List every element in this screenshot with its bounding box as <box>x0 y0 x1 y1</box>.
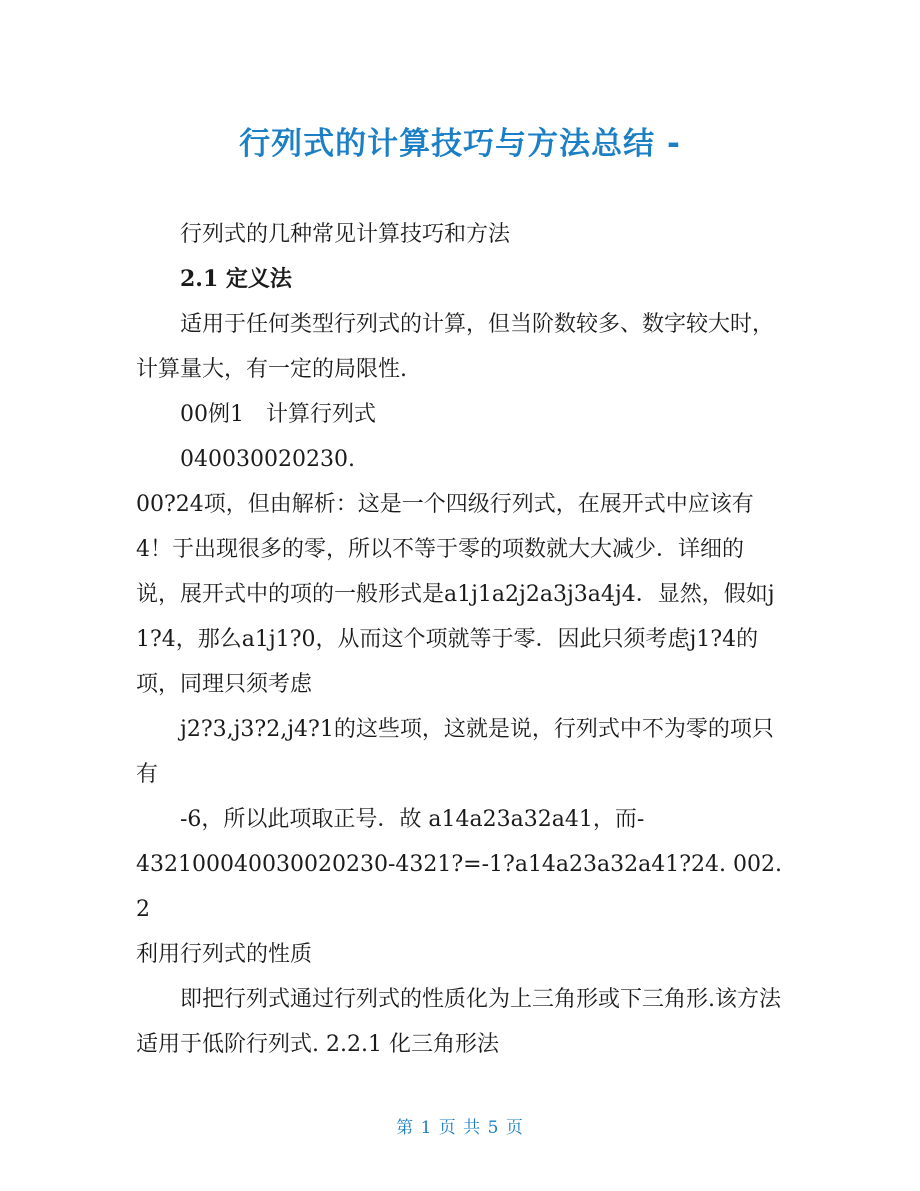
paragraph-triangular: 即把行列式通过行列式的性质化为上三角形或下三角形.该方法适用于低阶行列式. 2.2.1 化三角形法 <box>136 987 781 1057</box>
paragraph-intro: 行列式的几种常见计算技巧和方法 <box>180 222 511 247</box>
section-heading-definition: 2.1 定义法 <box>180 266 292 292</box>
page-title: 行列式的计算技巧与方法总结 - <box>239 126 681 162</box>
paragraph-definition: 适用于任何类型行列式的计算，但当阶数较多、数字较大时，计算量大，有一定的局限性. <box>136 312 775 382</box>
page-number: 第 1 页 共 5 页 <box>396 1118 524 1138</box>
document-body <box>136 212 786 1067</box>
paragraph-terms: j2?3,j3?2,j4?1的这些项，这就是说，行列式中不为零的项只有 <box>136 717 774 787</box>
paragraph-result: 432100040030020230-4321?=-1?a14a23a32a41?24. 002.2 <box>136 852 783 922</box>
paragraph-sign: -6，所以此项取正号．故 a14a23a32a41，而- <box>180 807 645 832</box>
section-heading-properties: 利用行列式的性质 <box>136 942 313 967</box>
example-digits: 040030020230. <box>180 447 355 472</box>
example-label: 00例1 计算行列式 <box>180 402 376 427</box>
paragraph-analysis: 00?24项，但由解析：这是一个四级行列式，在展开式中应该有4！于出现很多的零，所以不等于零的项数就大大减少．详细的说，展开式中的项的一般形式是a1j1a2j2a3j3a4j4．显然，假如j1?4，那么a1j1?0，从而这个项就等于零．因此只须考虑j1?4的项，同理只须考虑 <box>136 492 775 697</box>
